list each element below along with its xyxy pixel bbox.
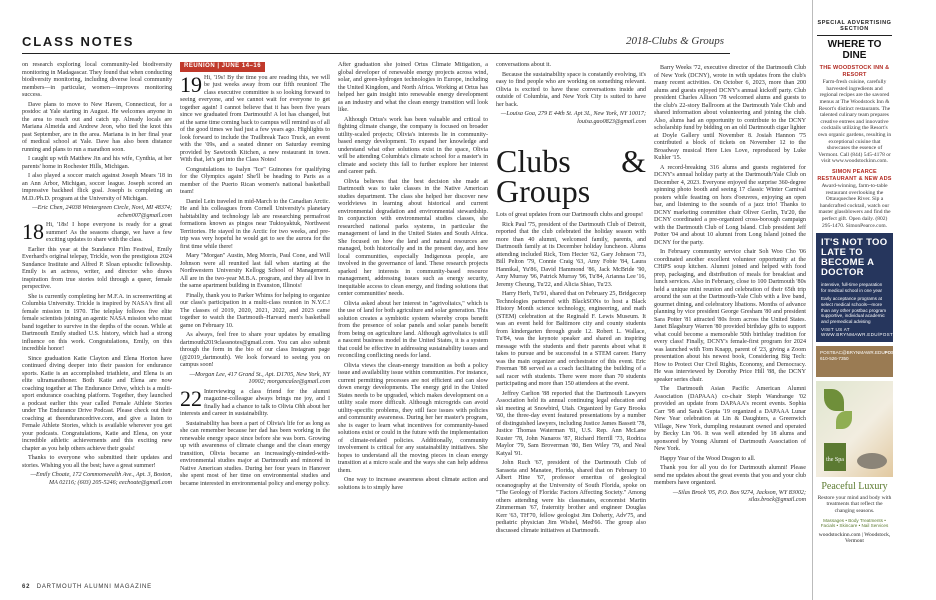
publication-name: DARTMOUTH ALUMNI MAGAZINE (36, 584, 152, 590)
column-1 (22, 62, 172, 584)
class-year-drop: 19 (180, 71, 202, 97)
page-header (0, 0, 730, 60)
postbac-detail: Early acceptance programs at select medical schools—more than any other postbac program supportive, individual academic and premedical advising (821, 296, 887, 324)
article-paragraph: Because the sustainability space is constantly evolving, it's easy to find people who are working on something relevant. Olivia is excited to have these conversations inside and outside of Columbia, and New York City is suited to have her back. (496, 71, 646, 108)
postbac-email[interactable]: POSTBAC@BRYNMAWR.EDU (820, 350, 885, 356)
ad-text: Award-winning, farm-to-table restaurant overlooking the Ottauquechee River. Sip a handcrafted cocktail, watch our master glassblowers and find the perfect gift. Open daily. (802) 295-1470. SimonPearce.com. (818, 183, 891, 229)
postbac-url[interactable]: VISIT US AT WWW.BRYNMAWR.EDU/POSTBAC (821, 327, 904, 338)
postbac-ad[interactable] (816, 233, 904, 342)
class-year-drop: 22 (180, 385, 202, 411)
spa-ad (816, 481, 893, 544)
ad-name: THE WOODSTOCK INN & RESORT (819, 65, 890, 78)
article-paragraph: Dave plans to move to New Haven, Connecticut, for a postdoc at Yale starting in August. He welcomes anyone in the area to reach out and catch up. Already locals are Mariana Almeida and Andrew Jeon, who tied the knot this past September, are in the area. Mariana is in her final year of medical school at Yale. Dave has also been distance running and plans to run a marathon soon. (22, 101, 172, 153)
simon-pearce-ad (817, 169, 892, 229)
bryn-mawr-logo: POSTBACCALAUREATE PREMEDICAL PROGRAM BRYN MAWR COLLEGE (884, 350, 936, 373)
article-paragraph: Thank you for all you do for Dartmouth alumni! Please send me updates about the great events that you and your club members have organized. (654, 465, 806, 486)
article-paragraph: She is currently completing her M.F.A. in screenwriting at Columbia University. Trickle is inspired by NASA's first all female mission in 1970. The teleplay follows five elite female scientists joining an agentic NASA mission who must band together to survive in the depths of the ocean. While at Dartmouth Emily studied U.S. history, which had a strong influence on this work. Congratulations, Emily, on this incredible honor! (22, 293, 172, 352)
article-paragraph: John Ruch '67, president of the Dartmouth Club of Sarasota and Manatee, Florida, shared that on February 10 Albert Hine '67, professor emeritus of geological oceanography at the University of South Florida, spoke on "The Geology of Florida: Factors Affecting Society." Among others attending were his classmates, economist Martin Zimmerman '67, fraternity brother and engineer Douglas Kerr '63, TH'70, fellow geologist Jim Doherty, Adv'75, and pediatric physician Jim Wishel, Med'66. The group also discussed climate initiatives at Dartmouth. (496, 460, 646, 534)
article-paragraph: Finally, thank you to Parker Whims for helping to organize our class's participation in a multi-class reunion in N.Y.C.! The classes of 2019, 2020, 2021, 2022, and 2023 came together to watch the Dartmouth–Harvard men's basketball game on February 10. (180, 292, 330, 329)
clubs-groups-heading: Clubs & Groups (496, 143, 646, 209)
sidebar-title: WHERE TO DINE (827, 39, 882, 61)
article-paragraph: Although Ortus's work has been valuable and critical to fighting climate change, the company is focused on broader utility-scaled projects; Olivia's interests lie in community-based energy development. To expand her knowledge and understand what other solutions exist in the space, Olivia will be attending Columbia's climate school for a master's in climate and society this fall to further explore her interest and career path. (338, 116, 488, 175)
article-paragraph: Olivia believes that the best decision she made at Dartmouth was to take classes in the Native American studies department. The class she helped her discover new worldviews in learning about historical and current environmental degradation and environmental stewardship. In conjunction with environmental studies classes, she researched national parks systems, in particular the management of land in the United States and South Africa. She focused on how the land and natural resources are managed, both historically and in the present day, and how local communities, especially Indigenous people, are involved in the governance of land. These research projects sparked her interests in community-based resource management, addressing issues such as energy security, inequitable access to clean energy, and finding solutions that center communities' needs. (338, 178, 488, 297)
spa-stones-graphic (857, 453, 887, 469)
column-3 (338, 62, 488, 584)
article-paragraph: on research exploring local community-led biodiversity monitoring in Madagascar. They found that when conducting biodiversity monitoring, including diverse local community members—in particular, women—improves monitoring success. (22, 62, 172, 98)
article-paragraph: Olivia views the clean-energy transition as both a policy issue and availability issue within communities. For instance, current permitting processes are not efficient and can slow down energy developments. The energy grid in the United States needs to be upgraded, which makes development on a utility scale more difficult. Although microgrids can avoid utility-specific problems, they still face issues with policies and community awareness. During her her master's program, she is eager to learn what incentives for community-based solutions exist or could in the future with the implementation of climate-related policies. Additionally, community involvement is critical for any sustainability initiatives. She hopes to understand all the moving pieces in clean energy transition at a micro scale and the ways she can help address them. (338, 362, 488, 474)
article-paragraph: Daniel Lein traveled in mid-March to the Canadian Arctic. He and his colleagues from Cornell University's planetary habitability and technology lab are researching permafrost formations known as pingos near Tuktoyaktuk, Northwest Territories. He stayed in the Arctic for two weeks, and pre-trip was very hopeful he would get to see the aurora for the first time while there! (180, 198, 330, 250)
reunion-badge: REUNION | JUNE 14–16 (180, 62, 265, 72)
article-text: Hi, '18s! I hope everyone is ready for a great summer! As the seasons change, we have a few exciting updates to share with the class. (46, 222, 172, 243)
spa-ad-description: Restore your mind and body with treatments that reflect the changing seasons. (817, 494, 892, 514)
article-paragraph: Earlier this year at the Sundance Film Festival, Emily Everhard's original telepay, Trickle, won the prestigious 2024 Sundance Institute and Alfred P. Sloan episodic fellowship. Emily is an actress, writer, and director who draws inspiration from true stories told through a queer, female perspective. (22, 246, 172, 290)
article-paragraph: Thanks to everyone who submitted their updates and stories. Wishing you all the best; have a great summer! (22, 455, 172, 469)
class-note-19 (180, 71, 330, 165)
article-paragraph: Sustainability has been a part of Olivia's life for as long as she can remember because her dad has been working in the renewable energy space since before she was born. Growing up with awareness of climate change and the clean energy transition, Olivia became an increasingly-minded-with-environmental studies major at Dartmouth and minored in Native American studies. During her four years in Hanover she spent most of her time on environmental studies and became interested in environmental policy and energy policy. (180, 420, 330, 487)
advertising-sidebar (812, 0, 936, 600)
article-paragraph: conversations about it. (496, 62, 552, 68)
article-paragraph: A record-breaking 316 alums and guests registered for DCNY's annual holiday party at the Dartmouth/Yale Club on December 4, 2023. Everyone enjoyed the surprise 360-degree spinning photo booth and seeing 17 classic Winter Carnival posters while feasting on hors d'oeuvres, enjoying an open bar, and listening to the sounds of a jazz trio! Thanks to DCNY marketing committee chair Oliver Gerlin, Tu'20, the DCNY coordinated a pre-organized cross-borough campaign with the Dartmouth Club of Long Island. Club president Jeff Potter '04 and about 10 alumni from Long Island joined the DCNY for the party. (654, 164, 806, 246)
article-paragraph: One way to increase awareness about climate action and solutions is to simply have (338, 477, 488, 491)
article-paragraph: Happy Year of the Wood Dragon to all. (660, 455, 756, 462)
class-note-22 (180, 385, 330, 419)
woodstock-inn-ad (817, 65, 892, 165)
edition-text: 2018-Clubs & Groups (626, 35, 724, 47)
column-2 (180, 62, 330, 584)
postbac-detail: intensive, full-time preparation for medical school in one year (821, 282, 883, 293)
article-paragraph: Barry Weeks '72, executive director of the Dartmouth Club of New York (DCNY), wrote in with updates from the club's many recent activities. On October 6, 2023, more than 200 alums and guests enjoyed DCNY's annual kickoff party. Club president Charles Allison '78 welcomed alums and guests to the club's 22-story Ballroom at the Dartmouth Yale Club and shared information about volunteering and joining the club. Also, alums had an opportunity to contribute to the DCNY scholarship fund by bidding on an old Dartmouth cigar lighter at Doyle Gallery until November 8. Josiah Hannon '75 contributed a block of tickets on November 12 to the Broadway musical Here Lies Love, reproduced by Luke Kuhler '15. (654, 65, 806, 161)
article-paragraph: Lots of great updates from our Dartmouth clubs and groups! (496, 212, 644, 218)
article-paragraph: Mary "Morgan" Austin, Meg Morris, Paul Cone, and Will Johnson were all reunited last fall when starting at the Northwestern University Kellogg School of Management. All are in the two-year M.B.A. program, and they all live in the same apartment building in Evanston, Illinois! (180, 253, 330, 289)
signature: —Emily Choate, 172 Commonwealth Ave., Apt. 3, Boston, MA 02116; (603) 205-5246; eechoate@gmail.com (30, 472, 172, 486)
column-4 (496, 62, 646, 584)
spa-logo: the Spa (824, 443, 846, 471)
edition-label (626, 35, 724, 47)
section-title: CLASS NOTES (22, 34, 135, 49)
postbac-contact (816, 346, 936, 376)
spa-ad-url[interactable]: woodstockinn.com | Woodstock, Vermont (818, 531, 891, 544)
article-text: Hi, '19s! By the time you are reading this, we will be just weeks away from our fifth reunion! The class executive committee is so looking forward to seeing everyone, and we cannot wait for everyone to get together again! I cannot believe that it has been five years since we graduated from Dartmouth! A lot has changed, but at the same time coming back to campus will remind us of all of the good times we had just a few years ago. Highlights to look forward to include the Trailbreak Taco Truck, an event with the '09s, and a seated dinner on Saturday evening provided by Sawtooth Kitchen, a new restaurant in town. With that, let's get into the Class Notes! (180, 74, 330, 163)
spa-photo (816, 381, 893, 477)
article-paragraph: Congratulations to Isalyn "Ice" Guinones for qualifying for the Olympics again! She'll be heading to Paris as a member of the Puerto Rican women's national basketball team! (180, 166, 330, 195)
sidebar-rule (817, 35, 892, 36)
postbac-headline: IT'S NOT TOO LATE TO BECOME A DOCTOR (821, 237, 888, 279)
article-paragraph: I also played a soccer match against Joseph Mears '18 in an Ann Arbor, Michigan, soccer league. Joseph scored an impressive backheel flick goal. Joseph is completing an M.D./Ph.D. program at the University of Michigan. (22, 173, 172, 202)
footer-page-number: 62 (22, 584, 31, 590)
spa-ad-services: Massages • Body Treatments • Facials • Skincare • Nail Services (820, 517, 889, 528)
article-text: Interviewing a class friend for the alumni magazine-colleague always brings me joy, and I finally had a chance to talk to Olivia Ohh about her interests and career in sustainability. (180, 388, 330, 417)
postbac-phone: 610-526-7350 (820, 356, 849, 361)
column-5 (654, 65, 806, 585)
header-rule (22, 53, 730, 54)
article-paragraph: Olivia asked about her interest in "agrivoltaics," which is the use of land for both agriculture and solar generation. This solution creates a symbiotic system whereby crops benefit from the presence of solar panels and solar panels benefit from being on agriculture land. Although agrivoltaics is still a nascent business model in the United States, it is a system that could be effective in addressing sustainability issues and reconciling conflicting needs for land. (338, 300, 488, 359)
class-year-drop: 18 (22, 219, 44, 244)
leaf-graphic (824, 389, 844, 411)
signature: —Morgan Lee, 417 Grand St., Apt. D1705, New York, NY 10002; morgancalee@gmail.com (189, 371, 330, 385)
article-paragraph: After graduation she joined Ortus Climate Mitigation, a global developer of renewable energy projects across wind, solar, and green-hydrogen technologies in Europe, including the United Kingdom, and North Africa. Working at Ortus has helped her gain insight into renewable energy development as an industry and what the clean energy transition will look like. (338, 62, 488, 113)
spa-ad-title: Peaceful Luxury (821, 480, 888, 492)
article-paragraph: Rick Paul '75, president of the Dartmouth Club of Detroit, reported that the club celebrated the holiday season with more than 40 alumni, welcomed family, parents, and Dartmouth family at its December holiday luncheon. Alums attending included Rick, Tom Hecter '62, Gary Johnson '73, Bill Pelton '79, Connie Craig '63, Amy Fobie '84, Laura Hannikal, Yu'86, David Hammond '86, Jack McBride '90, Amy Murray '96, Patrick Murray '96, Tu'84, Arianna Lee '16, Jeremy Cheung, Tu'22, and Alicia Shiao, Tu'23. (496, 221, 646, 288)
article-paragraph: In February community service chair Soh Woo Cho '06 coordinated another excellent volunteer opportunity at the CHiPS soup kitchen. Alumni joined and helped with food prep, packaging, and distribution of meals for breakfast and lunch services. Also in February, close to 100 Dartmouth '80s held a unique mini reunion and celebration of their 65th trip around the sun at the Dartmouth-Yale Club with a live band, gourmet dining, and celebratory libations. Months of advance planning by vice president George Gresham '80 and president Sara Potter '81 attracted '80s from across the United States. Janet Blagsbury Warren '80 provided birthday gifts to support what could become a memorable 50th birthday tradition for every class! Finally, DCNY's female-first program for 2024 was launched with Tom Knapp, parent of '23, giving a Zoom presentation about his newest book, Considering Big Tech: How to Protect Our Civil Rights, Economy, and Democracy. He was interviewed by Dorothy Price Hill '88, the DCNY speaker series chair. (654, 249, 806, 383)
article-paragraph: Jeffrey Carlton '88 reported that the Dartmouth Lawyers Association held its annual continuing legal education and ski meeting at Snowbird, Utah. Organized by Gary Brooks '60, the three-day event featured presentations by a number of distinguished lawyers, including Justice James Bassett '78, Justice Thomas Waterman '81, U.S. Rep. Ann McLane Kuster '78, John Nanaros '87, Richard Herrill '73, Rodrica Maylor '79, Sam Broverman '80, Ben Wiley '79, and Neal Katyal '91. (496, 390, 646, 457)
article-paragraph: As always, feel free to share your updates by emailing dartmouth2019classnotes@gmail.com. You can also submit through the form in the bio of our class Instagram page (@2019_dartmouth). We look forward to seeing you on campus soon! (180, 332, 330, 368)
leaf-graphic (836, 411, 852, 429)
sidebar-label: SPECIAL ADVERTISING SECTION (817, 20, 892, 32)
article-paragraph: I caught up with Matthew Jin and his wife, Cynthia, at her parents' home in Rochester Hills, Michigan. (22, 156, 172, 170)
signature: —Eric Chen, 24038 Wintergreen Circle, Novi, MI 48374; echen007@gmail.com (32, 205, 172, 219)
article-paragraph: Harry Herb, Tu'91, shared that on February 25, Bridgecorp Technologies partnered with BlackSONs to host a Black History Month science technology, engineering, and math (STEM) celebration at the Reginald F. Lewis Museum. It was an event held for Baltimore city and county students from kindergarten through grade 12. Robert L. Wallace, Tu'84, was the keynote speaker and shared an inspiring message with the students and their parents about what it takes to pursue and be successful in a STEM career. Harry was the main organizer and orchestrator of this event. Eric Freeman '88 served as a coach facilitating the building of a sail racer with students. There were more than 70 students participating and more than 150 attendees at the event. (496, 291, 646, 387)
article-paragraph: The Dartmouth Asian Pacific American Alumni Association (DAPAAA) co-chair Steph Wandrange '02 provided an update from DAPAAA's recent events. Sophia Carr '98 and Sarah Gupta '19 organized a DAPAAA Lunar New Year celebration at Lin & Daughters, a Greenwich Village, New York, dumpling restaurant owned and operated by Becky Lin '06. It was well attended by 18 alums and sponsored by Young Alumni of Dartmouth Association of New York. (654, 386, 806, 452)
signature: —Silas Brock '05, P.O. Box 9274, Jackson, WY 83002; silas.brock@gmail.com (672, 489, 806, 503)
signature: —Louisa Goa, 279 E 44th St. Apt 3L, New York, NY 10017; louisa.gao0823@gmail.com (500, 111, 646, 125)
ad-name: SIMON PEARCE RESTAURANT & NEW ADS (817, 168, 892, 182)
class-note-18 (22, 219, 172, 245)
article-paragraph: Since graduation Katie Clayton and Elena Horton have continued diving deeper into their passion for endurance sports. Katie is an accomplished triathlete, and Elena is an elite ultramarathoner. Both Katie and Elena are now coaching together at The Endurance Drive, which is a multi-sport endurance coaching platform. Together, they launched a podcast earlier this year called Female Athlete Stories under The Endurance Drive Podcast. Please check out their coaching at theendurancedrive.com, and give a listen to Female Athlete Stories, which is available wherever you get your podcasts. Congratulations, Katie and Elena, on your incredible athletic achievements and this exciting new chapter as you help others achieve their goals! (22, 355, 172, 452)
page-footer (22, 584, 152, 590)
ad-text: Farm-fresh cuisine, carefully harvested ingredients and regional recipes are the savored menus at The Woodstock Inn & Resort's distinct restaurants. The talented culinary team prepares creative entrees and innovative cocktails utilizing the Resort's own organic gardens, resulting in exceptional cuisine that showcases the essence of Vermont. Call (844) 545-4178 or visit www.woodstockinn.com. (817, 79, 892, 165)
